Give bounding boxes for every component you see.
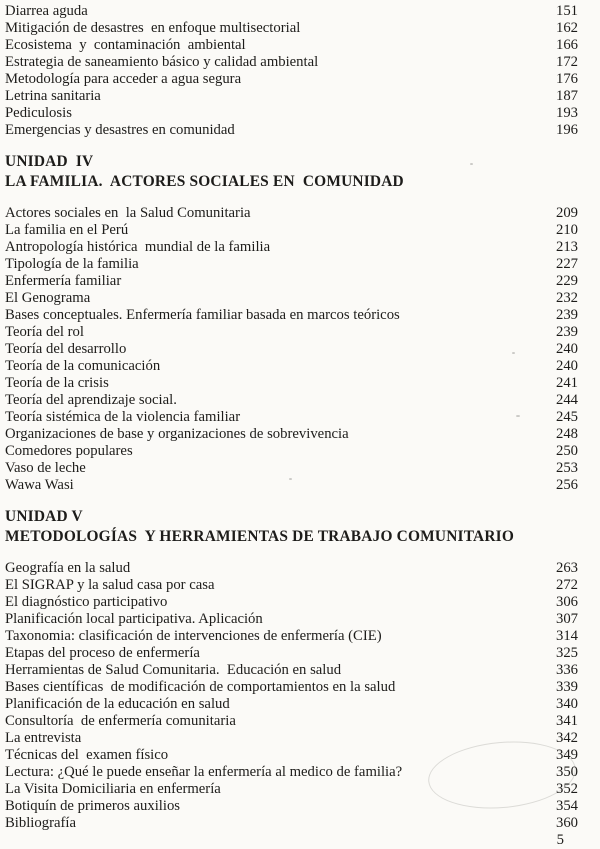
entry-title: Teoría del aprendizaje social. [5, 392, 177, 408]
entry-page-number: 341 [555, 713, 578, 729]
entry-title: Teoría del rol [5, 324, 84, 340]
entry-page-number: 354 [555, 798, 578, 814]
entry-title: El diagnóstico participativo [5, 594, 168, 610]
entry-title: Wawa Wasi [5, 477, 74, 493]
toc-section-1 [5, 3, 578, 139]
toc-entry [5, 443, 578, 460]
entry-page-number: 360 [555, 815, 578, 831]
entry-page-number: 240 [555, 358, 578, 374]
toc-entry [5, 798, 578, 815]
toc-entry [5, 409, 578, 426]
section-heading-block [5, 507, 578, 546]
entry-title: Comedores populares [5, 443, 133, 459]
toc-entry [5, 222, 578, 239]
entry-page-number: 229 [555, 273, 578, 289]
toc-entry [5, 307, 578, 324]
entry-title: Planificación de la educación en salud [5, 696, 230, 712]
toc-entry [5, 375, 578, 392]
entry-page-number: 244 [555, 392, 578, 408]
entry-title: El Genograma [5, 290, 91, 306]
entry-title: Pediculosis [5, 105, 72, 121]
toc-entry [5, 71, 578, 88]
toc-entry [5, 747, 578, 764]
toc-entry [5, 764, 578, 781]
toc-entry [5, 273, 578, 290]
entry-page-number: 307 [555, 611, 578, 627]
section-heading-line: LA FAMILIA. ACTORES SOCIALES EN COMUNIDAD [5, 172, 404, 190]
toc-entry [5, 477, 578, 494]
entry-page-number: 232 [555, 290, 578, 306]
entry-page-number: 239 [555, 307, 578, 323]
entry-page-number: 213 [555, 239, 578, 255]
entry-title: Vaso de leche [5, 460, 86, 476]
entry-title: Botiquín de primeros auxilios [5, 798, 181, 814]
entry-title: Teoría de la comunicación [5, 358, 161, 374]
toc-entry [5, 679, 578, 696]
entry-page-number: 248 [555, 426, 578, 442]
entry-page-number: 250 [555, 443, 578, 459]
toc-entry [5, 730, 578, 747]
toc-entry [5, 341, 578, 358]
entry-title: Taxonomia: clasificación de intervenciones de enfermería (CIE) [5, 628, 382, 644]
entry-page-number: 352 [555, 781, 578, 797]
entry-title: Lectura: ¿Qué le puede enseñar la enfermería al medico de familia? [5, 764, 403, 780]
entry-page-number: 336 [555, 662, 578, 678]
entry-page-number: 151 [555, 3, 578, 19]
entry-title: Enfermería familiar [5, 273, 122, 289]
entry-title: Ecosistema y contaminación ambiental [5, 37, 246, 53]
entry-page-number: 240 [555, 341, 578, 357]
entry-title: La Visita Domiciliaria en enfermería [5, 781, 221, 797]
entry-page-number: 342 [555, 730, 578, 746]
toc-entry [5, 239, 578, 256]
entry-page-number: 210 [555, 222, 578, 238]
toc-entry [5, 781, 578, 798]
toc-entry [5, 696, 578, 713]
entry-title: Geografía en la salud [5, 560, 131, 576]
entry-page-number: 256 [555, 477, 578, 493]
toc-entry [5, 122, 578, 139]
toc-entry [5, 560, 578, 577]
entry-page-number: 227 [555, 256, 578, 272]
entry-page-number: 187 [555, 88, 578, 104]
entry-page-number: 172 [555, 54, 578, 70]
entry-page-number: 272 [555, 577, 578, 593]
entry-title: Técnicas del examen físico [5, 747, 169, 763]
toc-entry [5, 815, 578, 832]
toc-entry [5, 256, 578, 273]
entry-title: Actores sociales en la Salud Comunitaria [5, 205, 251, 221]
section-heading-line: UNIDAD V [5, 508, 83, 525]
entry-title: Tipología de la familia [5, 256, 139, 272]
toc-entry [5, 88, 578, 105]
toc-section-3 [5, 507, 578, 832]
toc-entry [5, 594, 578, 611]
entry-page-number: 162 [555, 20, 578, 36]
entry-title: Antropología histórica mundial de la familia [5, 239, 271, 255]
toc-section-2 [5, 152, 578, 494]
entry-title: Etapas del proceso de enfermería [5, 645, 200, 661]
toc-entry [5, 426, 578, 443]
entry-title: Mitigación de desastres en enfoque multisectorial [5, 20, 301, 36]
entry-page-number: 193 [555, 105, 578, 121]
entry-page-number: 325 [555, 645, 578, 661]
entry-page-number: 253 [555, 460, 578, 476]
toc-entry [5, 628, 578, 645]
entry-title: Letrina sanitaria [5, 88, 101, 104]
entry-title: La entrevista [5, 730, 82, 746]
entry-page-number: 245 [555, 409, 578, 425]
entry-page-number: 166 [555, 37, 578, 53]
toc-entry [5, 358, 578, 375]
entry-title: La familia en el Perú [5, 222, 129, 238]
entry-page-number: 209 [555, 205, 578, 221]
toc-entry [5, 20, 578, 37]
toc-entry [5, 460, 578, 477]
toc-entry [5, 611, 578, 628]
entry-title: Bibliografía [5, 815, 76, 831]
toc-entry [5, 37, 578, 54]
entry-title: Estrategia de saneamiento básico y calidad ambiental [5, 54, 319, 70]
entry-page-number: 350 [555, 764, 578, 780]
toc-entry [5, 205, 578, 222]
entry-title: Bases científicas de modificación de comportamientos en la salud [5, 679, 396, 695]
toc-entry [5, 324, 578, 341]
entry-page-number: 196 [555, 122, 578, 138]
entry-title: Metodología para acceder a agua segura [5, 71, 242, 87]
entry-title: El SIGRAP y la salud casa por casa [5, 577, 215, 593]
section-heading-block [5, 152, 578, 191]
toc-entry [5, 645, 578, 662]
entry-title: Herramientas de Salud Comunitaria. Educación en salud [5, 662, 342, 678]
entry-title: Organizaciones de base y organizaciones de sobrevivencia [5, 426, 349, 442]
entry-page-number: 340 [555, 696, 578, 712]
entry-page-number: 349 [555, 747, 578, 763]
entry-title: Teoría de la crisis [5, 375, 109, 391]
entry-title: Emergencias y desastres en comunidad [5, 122, 235, 138]
entry-title: Diarrea aguda [5, 3, 88, 19]
toc-sections [5, 3, 578, 832]
toc-entry [5, 290, 578, 307]
toc-entry [5, 577, 578, 594]
entry-title: Planificación local participativa. Aplicación [5, 611, 263, 627]
entry-page-number: 176 [555, 71, 578, 87]
toc-entry [5, 713, 578, 730]
entry-title: Bases conceptuales. Enfermería familiar basada en marcos teóricos [5, 307, 400, 323]
entry-title: Consultoría de enfermería comunitaria [5, 713, 236, 729]
toc-entry [5, 54, 578, 71]
section-heading-line: METODOLOGÍAS Y HERRAMIENTAS DE TRABAJO COMUNITARIO [5, 527, 515, 545]
entry-page-number: 239 [555, 324, 578, 340]
toc-entry [5, 662, 578, 679]
toc-entry [5, 105, 578, 122]
entry-page-number: 263 [555, 560, 578, 576]
entry-page-number: 241 [555, 375, 578, 391]
entry-title: Teoría del desarrollo [5, 341, 127, 357]
folio-page-number: 5 [556, 832, 564, 848]
toc-entry [5, 392, 578, 409]
toc-entry [5, 3, 578, 20]
entry-title: Teoría sistémica de la violencia familiar [5, 409, 241, 425]
entry-page-number: 314 [555, 628, 578, 644]
entry-page-number: 306 [555, 594, 578, 610]
entry-page-number: 339 [555, 679, 578, 695]
section-heading-line: UNIDAD IV [5, 153, 94, 170]
